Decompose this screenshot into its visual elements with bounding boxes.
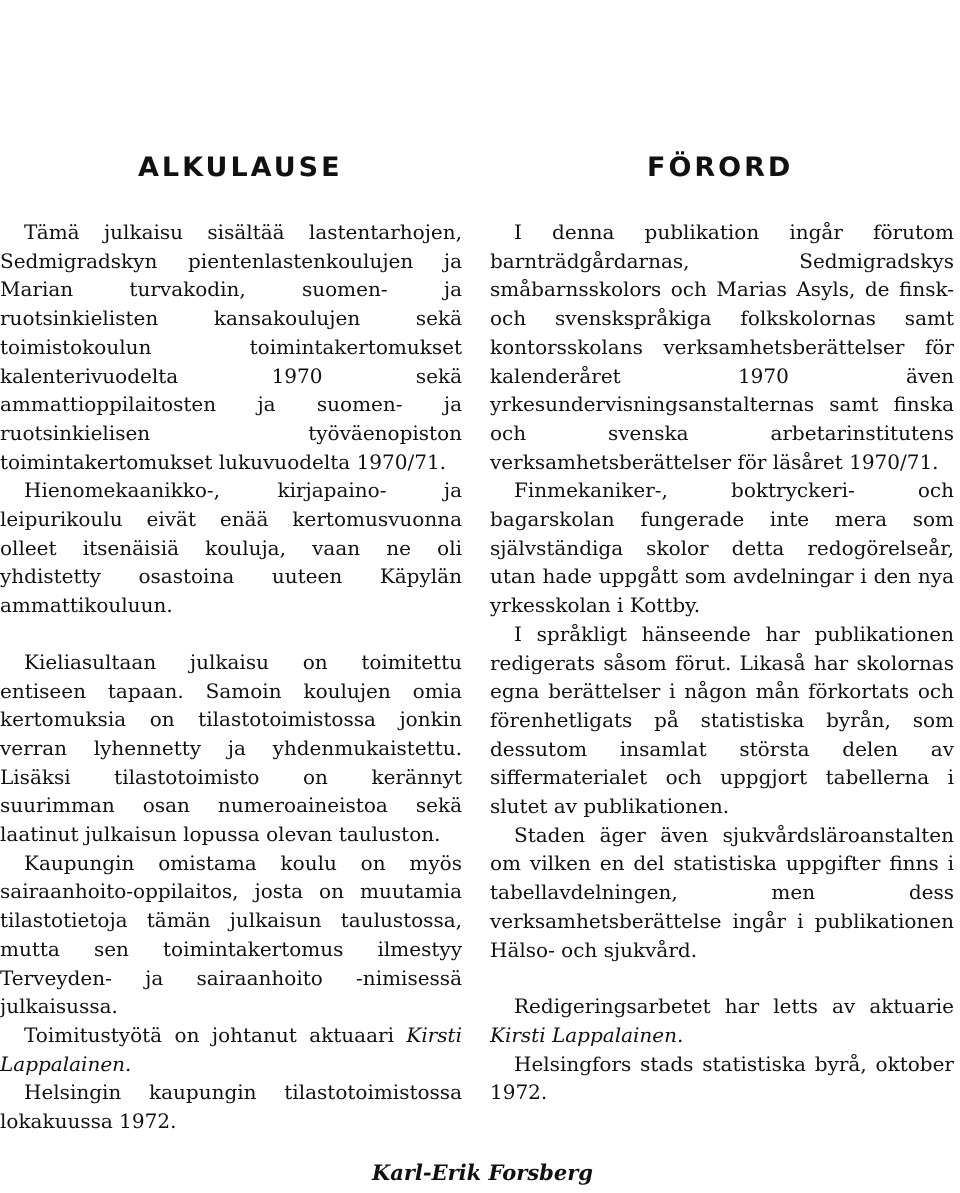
finnish-body <box>0 218 462 1136</box>
swedish-body <box>490 218 954 1107</box>
swedish-paragraph-2: Finmekaniker-, boktryckeri- och bagarskolan fungerade inte mera som självständiga skolor detta redogörelseår, utan hade uppgått som avdelningar i den nya yrkesskolan i Kottby. <box>490 478 954 618</box>
swedish-paragraph-6: Helsingfors stads statistiska byrå, oktober 1972. <box>490 1051 954 1105</box>
swedish-paragraph-3: I språkligt hänseende har publikationen redigerats såsom förut. Likaså har skolornas egna berättelser i någon mån förkortats och förenhetligats på statistiska byrån, som dessutom insamlat största delen av siffermaterialet och uppgjort tabellerna i slutet av publikationen. <box>490 621 954 819</box>
finnish-paragraph-4: Kaupungin omistama koulu on myös sairaanhoito-oppilaitos, josta on muutamia tilastotietoja tämän julkaisun taulustossa, mutta sen toimintakertomus ilmestyy Terveyden- ja sairaanhoito -nimisessä julkaisussa. <box>0 850 462 1019</box>
swedish-paragraph-5 <box>490 992 954 1049</box>
finnish-paragraph-3: Kieliasultaan julkaisu on toimitettu entiseen tapaan. Samoin koulujen omia kertomuksia on tilastotoimistossa jonkin verran lyhennetty ja yhdenmukaistettu. Lisäksi tilastotoimisto on kerännyt suurimman osan numeroaineistoa sekä laatinut julkaisun lopussa olevan tauluston. <box>0 649 462 847</box>
swedish-paragraph-4: Staden äger även sjukvårdsläroanstalten om vilken en del statistiska uppgifter finns i tabellavdelningen, men dess verksamhetsberättelse ingår i publikationen Hälso- och sjukvård. <box>490 822 954 962</box>
finnish-paragraph-5 <box>0 1021 462 1078</box>
finnish-paragraph-2: Hienomekaanikko-, kirjapaino- ja leipurikoulu eivät enää kertomusvuonna olleet itsenäisiä kouluja, vaan ne oli yhdistetty osastoina uuteen Käpylän ammattikouluun. <box>0 478 462 618</box>
finnish-editor-text: Toimitustyötä on johtanut aktuaari <box>24 1022 407 1047</box>
finnish-heading: ALKULAUSE <box>138 152 343 183</box>
swedish-heading: FÖRORD <box>647 152 794 183</box>
finnish-editor-name: Kirsti Lappalainen. <box>0 1022 462 1076</box>
swedish-editor-name: Kirsti Lappalainen. <box>490 1022 684 1047</box>
swedish-editor-text: Redigeringsarbetet har letts av aktuarie <box>514 994 954 1019</box>
finnish-paragraph-1: Tämä julkaisu sisältää lastentarhojen, Sedmigradskyn pientenlastenkoulujen ja Marian turvakodin, suomen- ja ruotsinkielisten kansakoulujen sekä toimistokoulun toimintakertomukset kalenterivuodelta 1970 sekä ammattioppilaitosten ja suomen- ja ruotsinkielisen työväenopiston toimintakertomukset lukuvuodelta 1970/71. <box>0 220 462 474</box>
signature: Karl-Erik Forsberg <box>372 1160 593 1185</box>
swedish-paragraph-1: I denna publikation ingår förutom barnträdgårdarnas, Sedmigradskys småbarnsskolors och Marias Asyls, de finsk- och svenskspråkiga folkskolornas samt kontorsskolans verksamhetsberättelser för kalenderåret 1970 även yrkesundervisningsanstalternas samt finska och svenska arbetarinstitutens verksamhetsberättelser för läsåret 1970/71. <box>490 220 954 474</box>
finnish-paragraph-6: Helsingin kaupungin tilastotoimistossa lokakuussa 1972. <box>0 1080 462 1134</box>
